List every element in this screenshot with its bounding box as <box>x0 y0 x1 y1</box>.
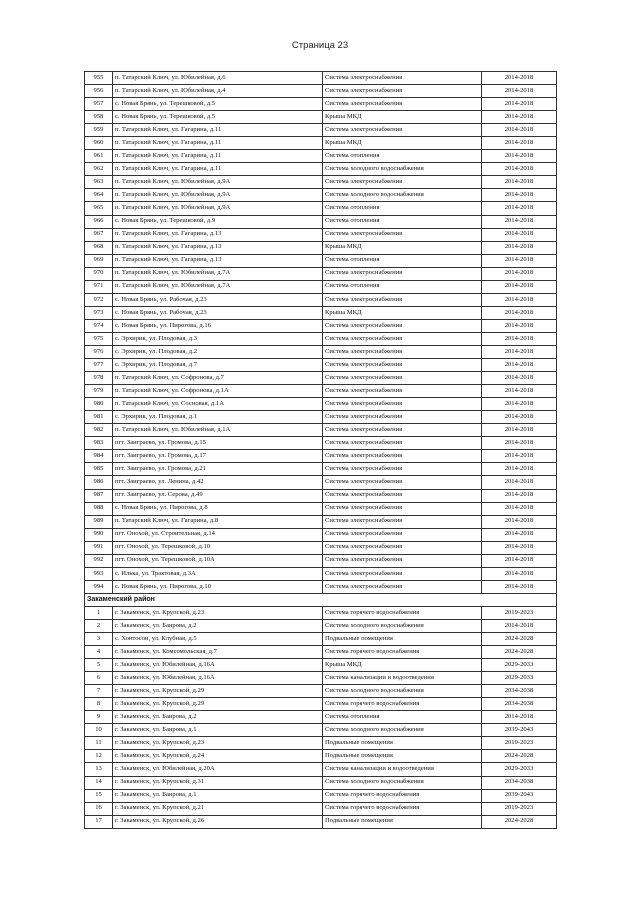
table-row <box>85 789 557 802</box>
table-row <box>85 711 557 724</box>
row-system: Крыша МКД <box>323 111 482 124</box>
row-number: 15 <box>85 789 113 802</box>
row-address: пгт. Онохой, ул. Терешковой, д.10А <box>113 554 323 567</box>
row-address: п. Татарский Ключ, ул. Юбилейная, д.1А <box>113 424 323 437</box>
row-system: Система холодного водоснабжения <box>323 619 482 632</box>
table-row <box>85 385 557 398</box>
row-system: Система электроснабжения <box>323 293 482 306</box>
row-system: Система холодного водоснабжения <box>323 163 482 176</box>
table-row <box>85 672 557 685</box>
table-row <box>85 476 557 489</box>
row-number: 990 <box>85 528 113 541</box>
row-system: Крыша МКД <box>323 306 482 319</box>
row-number: 956 <box>85 85 113 98</box>
row-address: г. Закаменск, ул. Баирова, д.1 <box>113 724 323 737</box>
table-row <box>85 202 557 215</box>
table-row <box>85 267 557 280</box>
row-period: 2014-2018 <box>482 437 557 450</box>
row-number: 13 <box>85 763 113 776</box>
row-number: 982 <box>85 424 113 437</box>
row-period: 2014-2018 <box>482 254 557 267</box>
row-period: 2014-2018 <box>482 372 557 385</box>
row-address: г. Закаменск, ул. Комсомольская, д.7 <box>113 646 323 659</box>
row-system: Крыша МКД <box>323 241 482 254</box>
row-address: пгт. Заиграево, ул. Громова, д.15 <box>113 437 323 450</box>
row-system: Система канализации и водоотведения <box>323 672 482 685</box>
table-row <box>85 345 557 358</box>
row-period: 2014-2018 <box>482 202 557 215</box>
row-number: 986 <box>85 476 113 489</box>
row-system: Система электроснабжения <box>323 554 482 567</box>
row-period: 2014-2018 <box>482 580 557 593</box>
table-row <box>85 724 557 737</box>
table-row <box>85 176 557 189</box>
row-address: п. Татарский Ключ, ул. Гагарина, д.11 <box>113 124 323 137</box>
row-period: 2014-2018 <box>482 567 557 580</box>
row-period: 2014-2018 <box>482 267 557 280</box>
row-address: пгт. Онохой, ул. Терешковой, д.10 <box>113 541 323 554</box>
table-row <box>85 228 557 241</box>
row-number: 7 <box>85 685 113 698</box>
row-number: 980 <box>85 398 113 411</box>
table-row <box>85 685 557 698</box>
row-system: Система отопления <box>323 215 482 228</box>
row-number: 965 <box>85 202 113 215</box>
row-system: Система холодного водоснабжения <box>323 189 482 202</box>
row-number: 972 <box>85 293 113 306</box>
row-number: 3 <box>85 633 113 646</box>
row-system: Система канализации и водоотведения <box>323 763 482 776</box>
row-number: 966 <box>85 215 113 228</box>
row-address: п. Татарский Ключ, ул. Гагарина, д.11 <box>113 150 323 163</box>
row-period: 2014-2018 <box>482 215 557 228</box>
row-address: с. Илька, ул. Трактовая, д.3А <box>113 567 323 580</box>
row-period: 2014-2018 <box>482 619 557 632</box>
row-address: п. Татарский Ключ, ул. Софронова, д.7 <box>113 372 323 385</box>
row-period: 2024-2028 <box>482 750 557 763</box>
table-row <box>85 411 557 424</box>
table-row <box>85 489 557 502</box>
row-number: 2 <box>85 619 113 632</box>
row-address: с. Новая Брянь, ул. Пирогова, д.8 <box>113 502 323 515</box>
row-address: п. Татарский Ключ, ул. Юбилейная, д.4 <box>113 85 323 98</box>
table-row <box>85 150 557 163</box>
row-number: 959 <box>85 124 113 137</box>
row-period: 2014-2018 <box>482 319 557 332</box>
row-period: 2014-2018 <box>482 189 557 202</box>
row-period: 2014-2018 <box>482 450 557 463</box>
row-system: Система электроснабжения <box>323 345 482 358</box>
row-system: Система отопления <box>323 711 482 724</box>
row-address: п. Татарский Ключ, ул. Гагарина, д.11 <box>113 137 323 150</box>
table-row <box>85 215 557 228</box>
row-address: п. Татарский Ключ, ул. Гагарина, д.13 <box>113 254 323 267</box>
row-number: 11 <box>85 737 113 750</box>
table-row <box>85 293 557 306</box>
row-address: г. Закаменск, ул. Крупской, д.24 <box>113 750 323 763</box>
row-number: 992 <box>85 554 113 567</box>
row-system: Система электроснабжения <box>323 463 482 476</box>
row-system: Система электроснабжения <box>323 267 482 280</box>
row-period: 2014-2018 <box>482 176 557 189</box>
row-number: 958 <box>85 111 113 124</box>
table-row <box>85 659 557 672</box>
row-period: 2039-2043 <box>482 724 557 737</box>
table-row <box>85 98 557 111</box>
row-number: 973 <box>85 306 113 319</box>
row-address: с. Новая Брянь, ул. Рабочая, д.23 <box>113 306 323 319</box>
row-address: пгт. Заиграево, ул. Громова, д.21 <box>113 463 323 476</box>
row-address: г. Закаменск, ул. Крупской, д.26 <box>113 815 323 828</box>
table-row <box>85 633 557 646</box>
row-period: 2014-2018 <box>482 476 557 489</box>
row-address: пгт. Заиграево, ул. Громова, д.17 <box>113 450 323 463</box>
row-address: п. Татарский Ключ, ул. Юбилейная, д.9А <box>113 202 323 215</box>
row-period: 2014-2018 <box>482 398 557 411</box>
row-number: 12 <box>85 750 113 763</box>
row-period: 2014-2018 <box>482 111 557 124</box>
row-system: Система отопления <box>323 280 482 293</box>
row-system: Система электроснабжения <box>323 515 482 528</box>
registry-table <box>84 71 557 829</box>
table-row <box>85 541 557 554</box>
row-address: с. Новая Брянь, ул. Пирогова, д.10 <box>113 580 323 593</box>
row-address: п. Татарский Ключ, ул. Гагарина, д.13 <box>113 228 323 241</box>
row-system: Система электроснабжения <box>323 319 482 332</box>
row-number: 5 <box>85 659 113 672</box>
table-row <box>85 372 557 385</box>
page-title: Страница 23 <box>291 40 349 51</box>
row-system: Система холодного водоснабжения <box>323 724 482 737</box>
table-row <box>85 463 557 476</box>
table-row <box>85 554 557 567</box>
table-row <box>85 398 557 411</box>
row-period: 2014-2018 <box>482 124 557 137</box>
section-row <box>85 593 557 606</box>
row-system: Система холодного водоснабжения <box>323 776 482 789</box>
table-row <box>85 319 557 332</box>
table-row <box>85 802 557 815</box>
row-number: 987 <box>85 489 113 502</box>
table-row <box>85 580 557 593</box>
row-system: Система электроснабжения <box>323 359 482 372</box>
row-number: 983 <box>85 437 113 450</box>
row-number: 9 <box>85 711 113 724</box>
row-system: Система электроснабжения <box>323 411 482 424</box>
row-address: п. Татарский Ключ, ул. Юбилейная, д.7А <box>113 280 323 293</box>
row-system: Система холодного водоснабжения <box>323 685 482 698</box>
row-number: 967 <box>85 228 113 241</box>
table-row <box>85 437 557 450</box>
row-period: 2014-2018 <box>482 332 557 345</box>
table-row <box>85 502 557 515</box>
row-system: Система электроснабжения <box>323 450 482 463</box>
table-row <box>85 606 557 619</box>
row-system: Крыша МКД <box>323 659 482 672</box>
row-system: Система электроснабжения <box>323 541 482 554</box>
row-period: 2014-2018 <box>482 228 557 241</box>
section-title: Закаменский район <box>85 593 557 606</box>
table-row <box>85 737 557 750</box>
table-row <box>85 254 557 267</box>
row-number: 968 <box>85 241 113 254</box>
row-number: 976 <box>85 345 113 358</box>
row-number: 17 <box>85 815 113 828</box>
row-period: 2014-2018 <box>482 528 557 541</box>
table-row <box>85 241 557 254</box>
row-period: 2014-2018 <box>482 85 557 98</box>
registry-rows-b <box>85 606 557 828</box>
row-number: 985 <box>85 463 113 476</box>
row-number: 10 <box>85 724 113 737</box>
row-address: п. Татарский Ключ, ул. Юбилейная, д.9А <box>113 189 323 202</box>
table-row <box>85 332 557 345</box>
row-address: г. Закаменск, ул. Крупской, д.23 <box>113 737 323 750</box>
row-address: г. Закаменск, ул. Баирова, д.2 <box>113 619 323 632</box>
row-system: Система электроснабжения <box>323 580 482 593</box>
row-system: Система электроснабжения <box>323 372 482 385</box>
row-period: 2014-2018 <box>482 98 557 111</box>
row-system: Система электроснабжения <box>323 424 482 437</box>
row-number: 974 <box>85 319 113 332</box>
row-address: с. Эрхирик, ул. Плодовая, д.2 <box>113 345 323 358</box>
row-period: 2014-2018 <box>482 293 557 306</box>
row-period: 2014-2018 <box>482 241 557 254</box>
row-address: г. Закаменск, ул. Баирова, д.1 <box>113 789 323 802</box>
row-address: п. Татарский Ключ, ул. Гагарина, д.8 <box>113 515 323 528</box>
table-row <box>85 515 557 528</box>
row-address: г. Закаменск, ул. Крупской, д.23 <box>113 606 323 619</box>
row-number: 988 <box>85 502 113 515</box>
row-number: 964 <box>85 189 113 202</box>
table-row <box>85 124 557 137</box>
row-period: 2029-2033 <box>482 763 557 776</box>
row-system: Подвальные помещения <box>323 737 482 750</box>
row-period: 2024-2028 <box>482 646 557 659</box>
row-system: Система отопления <box>323 150 482 163</box>
row-system: Крыша МКД <box>323 137 482 150</box>
registry-rows-a <box>85 72 557 594</box>
row-address: г. Закаменск, ул. Юбилейная, д.16А <box>113 659 323 672</box>
row-system: Система отопления <box>323 254 482 267</box>
row-number: 984 <box>85 450 113 463</box>
table-row <box>85 776 557 789</box>
row-period: 2014-2018 <box>482 515 557 528</box>
row-address: пгт. Заиграево, ул. Серова, д.49 <box>113 489 323 502</box>
row-period: 2024-2028 <box>482 633 557 646</box>
row-period: 2034-2038 <box>482 685 557 698</box>
row-number: 977 <box>85 359 113 372</box>
row-number: 961 <box>85 150 113 163</box>
row-system: Система электроснабжения <box>323 85 482 98</box>
row-period: 2014-2018 <box>482 541 557 554</box>
row-address: с. Эрхирик, ул. Плодовая, д.1 <box>113 411 323 424</box>
row-system: Система горячего водоснабжения <box>323 789 482 802</box>
row-number: 6 <box>85 672 113 685</box>
row-system: Система горячего водоснабжения <box>323 646 482 659</box>
row-address: с. Хонтосон, ул. Клубная, д.5 <box>113 633 323 646</box>
row-address: п. Татарский Ключ, ул. Гагарина, д.13 <box>113 241 323 254</box>
row-address: п. Татарский Ключ, ул. Софронова, д.1А <box>113 385 323 398</box>
row-address: г. Закаменск, ул. Крупской, д.29 <box>113 698 323 711</box>
row-period: 2024-2028 <box>482 815 557 828</box>
row-system: Система горячего водоснабжения <box>323 606 482 619</box>
table-row <box>85 163 557 176</box>
table-row <box>85 280 557 293</box>
row-period: 2039-2043 <box>482 789 557 802</box>
row-period: 2014-2018 <box>482 489 557 502</box>
row-system: Подвальные помещения <box>323 750 482 763</box>
row-period: 2019-2023 <box>482 802 557 815</box>
table-row <box>85 424 557 437</box>
table-row <box>85 450 557 463</box>
row-address: с. Новая Брянь, ул. Терешковой, д.5 <box>113 98 323 111</box>
row-period: 2029-2033 <box>482 672 557 685</box>
row-address: пгт. Заиграево, ул. Ленина, д.42 <box>113 476 323 489</box>
table-row <box>85 698 557 711</box>
row-address: г. Закаменск, ул. Баирова, д.2 <box>113 711 323 724</box>
row-address: с. Новая Брянь, ул. Пирогова, д.16 <box>113 319 323 332</box>
row-system: Система электроснабжения <box>323 176 482 189</box>
row-system: Подвальные помещения <box>323 815 482 828</box>
row-period: 2014-2018 <box>482 463 557 476</box>
row-period: 2019-2023 <box>482 606 557 619</box>
row-number: 994 <box>85 580 113 593</box>
row-period: 2029-2033 <box>482 659 557 672</box>
table-row <box>85 72 557 85</box>
row-number: 978 <box>85 372 113 385</box>
row-system: Система электроснабжения <box>323 124 482 137</box>
row-period: 2014-2018 <box>482 385 557 398</box>
row-period: 2014-2018 <box>482 280 557 293</box>
row-period: 2019-2023 <box>482 737 557 750</box>
row-number: 955 <box>85 72 113 85</box>
table-row <box>85 306 557 319</box>
row-system: Система электроснабжения <box>323 489 482 502</box>
row-number: 969 <box>85 254 113 267</box>
row-system: Система электроснабжения <box>323 437 482 450</box>
row-system: Система электроснабжения <box>323 567 482 580</box>
table-row <box>85 567 557 580</box>
row-number: 16 <box>85 802 113 815</box>
row-address: п. Татарский Ключ, ул. Юбилейная, д.9А <box>113 176 323 189</box>
table-row <box>85 763 557 776</box>
row-period: 2014-2018 <box>482 411 557 424</box>
table-row <box>85 646 557 659</box>
row-address: с. Новая Брянь, ул. Рабочая, д.23 <box>113 293 323 306</box>
table-row <box>85 528 557 541</box>
row-address: с. Эрхирик, ул. Плодовая, д.3 <box>113 332 323 345</box>
row-system: Система электроснабжения <box>323 72 482 85</box>
row-address: г. Закаменск, ул. Юбилейная, д.20А <box>113 763 323 776</box>
table-row <box>85 111 557 124</box>
row-address: г. Закаменск, ул. Крупской, д.21 <box>113 802 323 815</box>
row-system: Система электроснабжения <box>323 398 482 411</box>
row-period: 2014-2018 <box>482 502 557 515</box>
row-period: 2014-2018 <box>482 72 557 85</box>
row-address: г. Закаменск, ул. Крупской, д.29 <box>113 685 323 698</box>
row-address: п. Татарский Ключ, ул. Юбилейная, д.6 <box>113 72 323 85</box>
row-address: пгт. Онохой, ул. Строительная, д.14 <box>113 528 323 541</box>
row-period: 2014-2018 <box>482 345 557 358</box>
row-address: г. Закаменск, ул. Юбилейная, д.16А <box>113 672 323 685</box>
row-number: 957 <box>85 98 113 111</box>
row-system: Система горячего водоснабжения <box>323 802 482 815</box>
row-number: 971 <box>85 280 113 293</box>
row-system: Система отопления <box>323 202 482 215</box>
row-system: Система электроснабжения <box>323 98 482 111</box>
row-address: с. Новая Брянь, ул. Терешковой, д.5 <box>113 111 323 124</box>
row-address: п. Татарский Ключ, ул. Сосновая, д.1А <box>113 398 323 411</box>
table-row <box>85 750 557 763</box>
row-system: Система электроснабжения <box>323 228 482 241</box>
section-zakamensky <box>85 593 557 606</box>
row-system: Система электроснабжения <box>323 385 482 398</box>
row-address: с. Эрхирик, ул. Плодовая, д.7 <box>113 359 323 372</box>
row-number: 1 <box>85 606 113 619</box>
row-period: 2014-2018 <box>482 306 557 319</box>
row-address: п. Татарский Ключ, ул. Юбилейная, д.7А <box>113 267 323 280</box>
row-number: 4 <box>85 646 113 659</box>
row-system: Система электроснабжения <box>323 332 482 345</box>
row-system: Подвальные помещения <box>323 633 482 646</box>
row-system: Система электроснабжения <box>323 502 482 515</box>
row-number: 962 <box>85 163 113 176</box>
row-period: 2014-2018 <box>482 711 557 724</box>
row-number: 975 <box>85 332 113 345</box>
row-number: 14 <box>85 776 113 789</box>
table-row <box>85 619 557 632</box>
row-period: 2014-2018 <box>482 150 557 163</box>
row-address: с. Новая Брянь, ул. Терешковой, д.9 <box>113 215 323 228</box>
row-number: 981 <box>85 411 113 424</box>
row-period: 2014-2018 <box>482 163 557 176</box>
row-system: Система электроснабжения <box>323 476 482 489</box>
row-period: 2014-2018 <box>482 137 557 150</box>
table-row <box>85 137 557 150</box>
row-number: 989 <box>85 515 113 528</box>
row-period: 2014-2018 <box>482 424 557 437</box>
row-period: 2034-2038 <box>482 698 557 711</box>
row-number: 960 <box>85 137 113 150</box>
table-row <box>85 815 557 828</box>
table-row <box>85 85 557 98</box>
table-row <box>85 189 557 202</box>
row-number: 963 <box>85 176 113 189</box>
row-number: 993 <box>85 567 113 580</box>
row-system: Система горячего водоснабжения <box>323 698 482 711</box>
row-address: г. Закаменск, ул. Крупской, д.31 <box>113 776 323 789</box>
row-number: 991 <box>85 541 113 554</box>
row-period: 2034-2038 <box>482 776 557 789</box>
row-period: 2014-2018 <box>482 359 557 372</box>
row-number: 8 <box>85 698 113 711</box>
row-system: Система электроснабжения <box>323 528 482 541</box>
row-address: п. Татарский Ключ, ул. Гагарина, д.11 <box>113 163 323 176</box>
row-period: 2014-2018 <box>482 554 557 567</box>
table-row <box>85 359 557 372</box>
row-number: 979 <box>85 385 113 398</box>
row-number: 970 <box>85 267 113 280</box>
